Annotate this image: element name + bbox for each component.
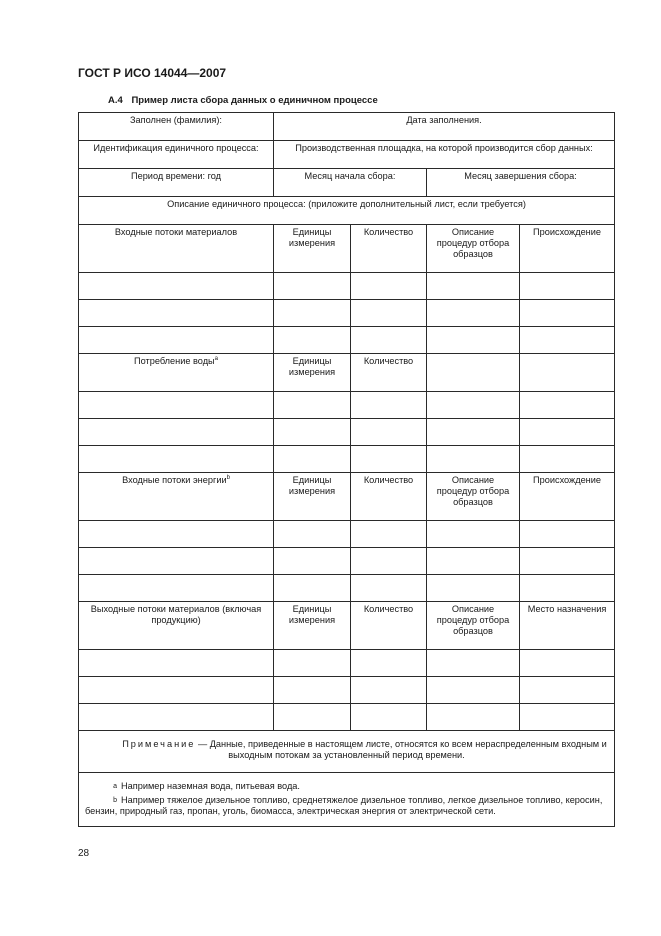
table-cell[interactable] [427,300,520,327]
material-inputs-quantity-header: Количество [351,225,427,273]
form-row-process-id [79,141,615,169]
table-cell[interactable] [427,327,520,354]
table-cell[interactable] [351,419,427,446]
water-units-header: Единицы измерения [274,354,351,392]
table-cell[interactable] [520,273,615,300]
material-outputs-sampling-header: Описание процедур отбора образцов [427,602,520,650]
footnote-b-mark: b [113,797,117,804]
table-cell[interactable] [274,677,351,704]
note [79,731,615,773]
table-cell[interactable] [351,300,427,327]
table-cell[interactable] [520,300,615,327]
fill-date-field[interactable]: Дата заполнения. [274,113,615,141]
time-period-field[interactable]: Период времени: год [79,169,274,197]
unit-process-id-field[interactable]: Идентификация единичного процесса: [79,141,274,169]
table-cell[interactable] [520,704,615,731]
energy-inputs-units-header: Единицы измерения [274,473,351,521]
table-cell[interactable] [274,419,351,446]
footnote-a [85,781,608,792]
table-row [79,327,615,354]
table-cell[interactable] [427,548,520,575]
table-cell[interactable] [520,446,615,473]
table-cell[interactable] [351,521,427,548]
table-cell[interactable] [79,446,274,473]
water-footnote-mark: a [214,355,218,362]
table-row [79,392,615,419]
table-cell[interactable] [79,327,274,354]
note-row [79,731,615,773]
energy-inputs-title [79,473,274,521]
form-row-filled [79,113,615,141]
material-inputs-sampling-header: Описание процедур отбора образцов [427,225,520,273]
table-cell[interactable] [427,354,520,392]
page-number: 28 [78,848,90,859]
table-cell[interactable] [79,392,274,419]
section-title-text: Пример листа сбора данных о единичном процессе [131,95,378,106]
table-cell[interactable] [520,548,615,575]
table-cell[interactable] [351,677,427,704]
footnote-a-mark: a [113,783,117,790]
energy-inputs-origin-header: Происхождение [520,473,615,521]
table-row [79,419,615,446]
material-outputs-header-row [79,602,615,650]
end-month-field[interactable]: Месяц завершения сбора: [427,169,615,197]
material-outputs-units-header: Единицы измерения [274,602,351,650]
table-row [79,446,615,473]
table-cell[interactable] [79,677,274,704]
table-cell[interactable] [427,446,520,473]
table-cell[interactable] [351,548,427,575]
material-outputs-title: Выходные потоки материалов (включая продукцию) [79,602,274,650]
table-cell[interactable] [427,704,520,731]
table-row [79,677,615,704]
form-row-period [79,169,615,197]
table-cell[interactable] [79,419,274,446]
table-cell[interactable] [427,521,520,548]
table-cell[interactable] [520,419,615,446]
table-cell[interactable] [79,521,274,548]
section-title [108,95,378,106]
table-row [79,575,615,602]
table-row [79,300,615,327]
form-row-description [79,197,615,225]
table-cell[interactable] [274,300,351,327]
table-cell[interactable] [351,446,427,473]
table-row [79,704,615,731]
table-cell[interactable] [79,548,274,575]
material-inputs-units-header: Единицы измерения [274,225,351,273]
table-cell[interactable] [427,575,520,602]
production-site-field[interactable]: Производственная площадка, на которой производится сбор данных: [274,141,615,169]
table-cell[interactable] [427,273,520,300]
note-text: — Данные, приведенные в настоящем листе, относятся ко всем нераспределенным входным и выходным потокам за установленный период времени. [197,739,607,760]
table-cell[interactable] [274,327,351,354]
material-inputs-origin-header: Происхождение [520,225,615,273]
filled-by-field[interactable]: Заполнен (фамилия): [79,113,274,141]
material-inputs-title: Входные потоки материалов [79,225,274,273]
table-row [79,650,615,677]
water-title [79,354,274,392]
table-cell[interactable] [427,677,520,704]
energy-footnote-mark: b [226,474,230,481]
table-cell[interactable] [274,704,351,731]
table-cell[interactable] [351,575,427,602]
table-cell[interactable] [79,575,274,602]
table-cell[interactable] [427,392,520,419]
table-cell[interactable] [520,392,615,419]
table-cell[interactable] [274,392,351,419]
table-cell[interactable] [79,300,274,327]
material-inputs-header-row [79,225,615,273]
table-cell[interactable] [520,354,615,392]
table-cell[interactable] [274,548,351,575]
table-cell[interactable] [79,273,274,300]
table-cell[interactable] [351,704,427,731]
table-row [79,521,615,548]
table-cell[interactable] [351,650,427,677]
table-cell[interactable] [274,446,351,473]
document-header: ГОСТ Р ИСО 14044—2007 [78,66,227,80]
table-cell[interactable] [520,677,615,704]
water-title-text: Потребление воды [133,356,215,366]
table-row [79,273,615,300]
water-header-row [79,354,615,392]
energy-inputs-sampling-header: Описание процедур отбора образцов [427,473,520,521]
water-quantity-header: Количество [351,354,427,392]
material-outputs-destination-header: Место назначения [520,602,615,650]
footnote-a-text: Например наземная вода, питьевая вода. [121,781,300,791]
section-number: А.4 [108,95,123,106]
note-label: Примечание [122,739,196,749]
material-outputs-quantity-header: Количество [351,602,427,650]
table-cell[interactable] [79,704,274,731]
footnote-b-text: Например тяжелое дизельное топливо, среднетяжелое дизельное топливо, легкое дизельное топливо, керосин, бензин, природный газ, пропан, уголь, биомасса, электрическая энергия от электрической сети. [85,795,603,816]
table-cell[interactable] [520,521,615,548]
table-cell[interactable] [274,575,351,602]
table-cell[interactable] [520,650,615,677]
start-month-field[interactable]: Месяц начала сбора: [274,169,427,197]
footnotes-row [79,773,615,827]
footnote-b [85,795,608,817]
table-cell[interactable] [427,419,520,446]
table-cell[interactable] [520,575,615,602]
table-cell[interactable] [274,273,351,300]
process-description-field[interactable]: Описание единичного процесса: (приложите дополнительный лист, если требуется) [79,197,615,225]
energy-inputs-header-row [79,473,615,521]
table-cell[interactable] [427,650,520,677]
table-cell[interactable] [351,327,427,354]
data-collection-form [78,112,615,827]
energy-inputs-quantity-header: Количество [351,473,427,521]
table-cell[interactable] [79,650,274,677]
table-cell[interactable] [520,327,615,354]
table-cell[interactable] [274,521,351,548]
table-row [79,548,615,575]
table-cell[interactable] [351,392,427,419]
footnotes [79,773,615,827]
table-cell[interactable] [274,650,351,677]
table-cell[interactable] [351,273,427,300]
energy-inputs-title-text: Входные потоки энергии [122,475,227,485]
